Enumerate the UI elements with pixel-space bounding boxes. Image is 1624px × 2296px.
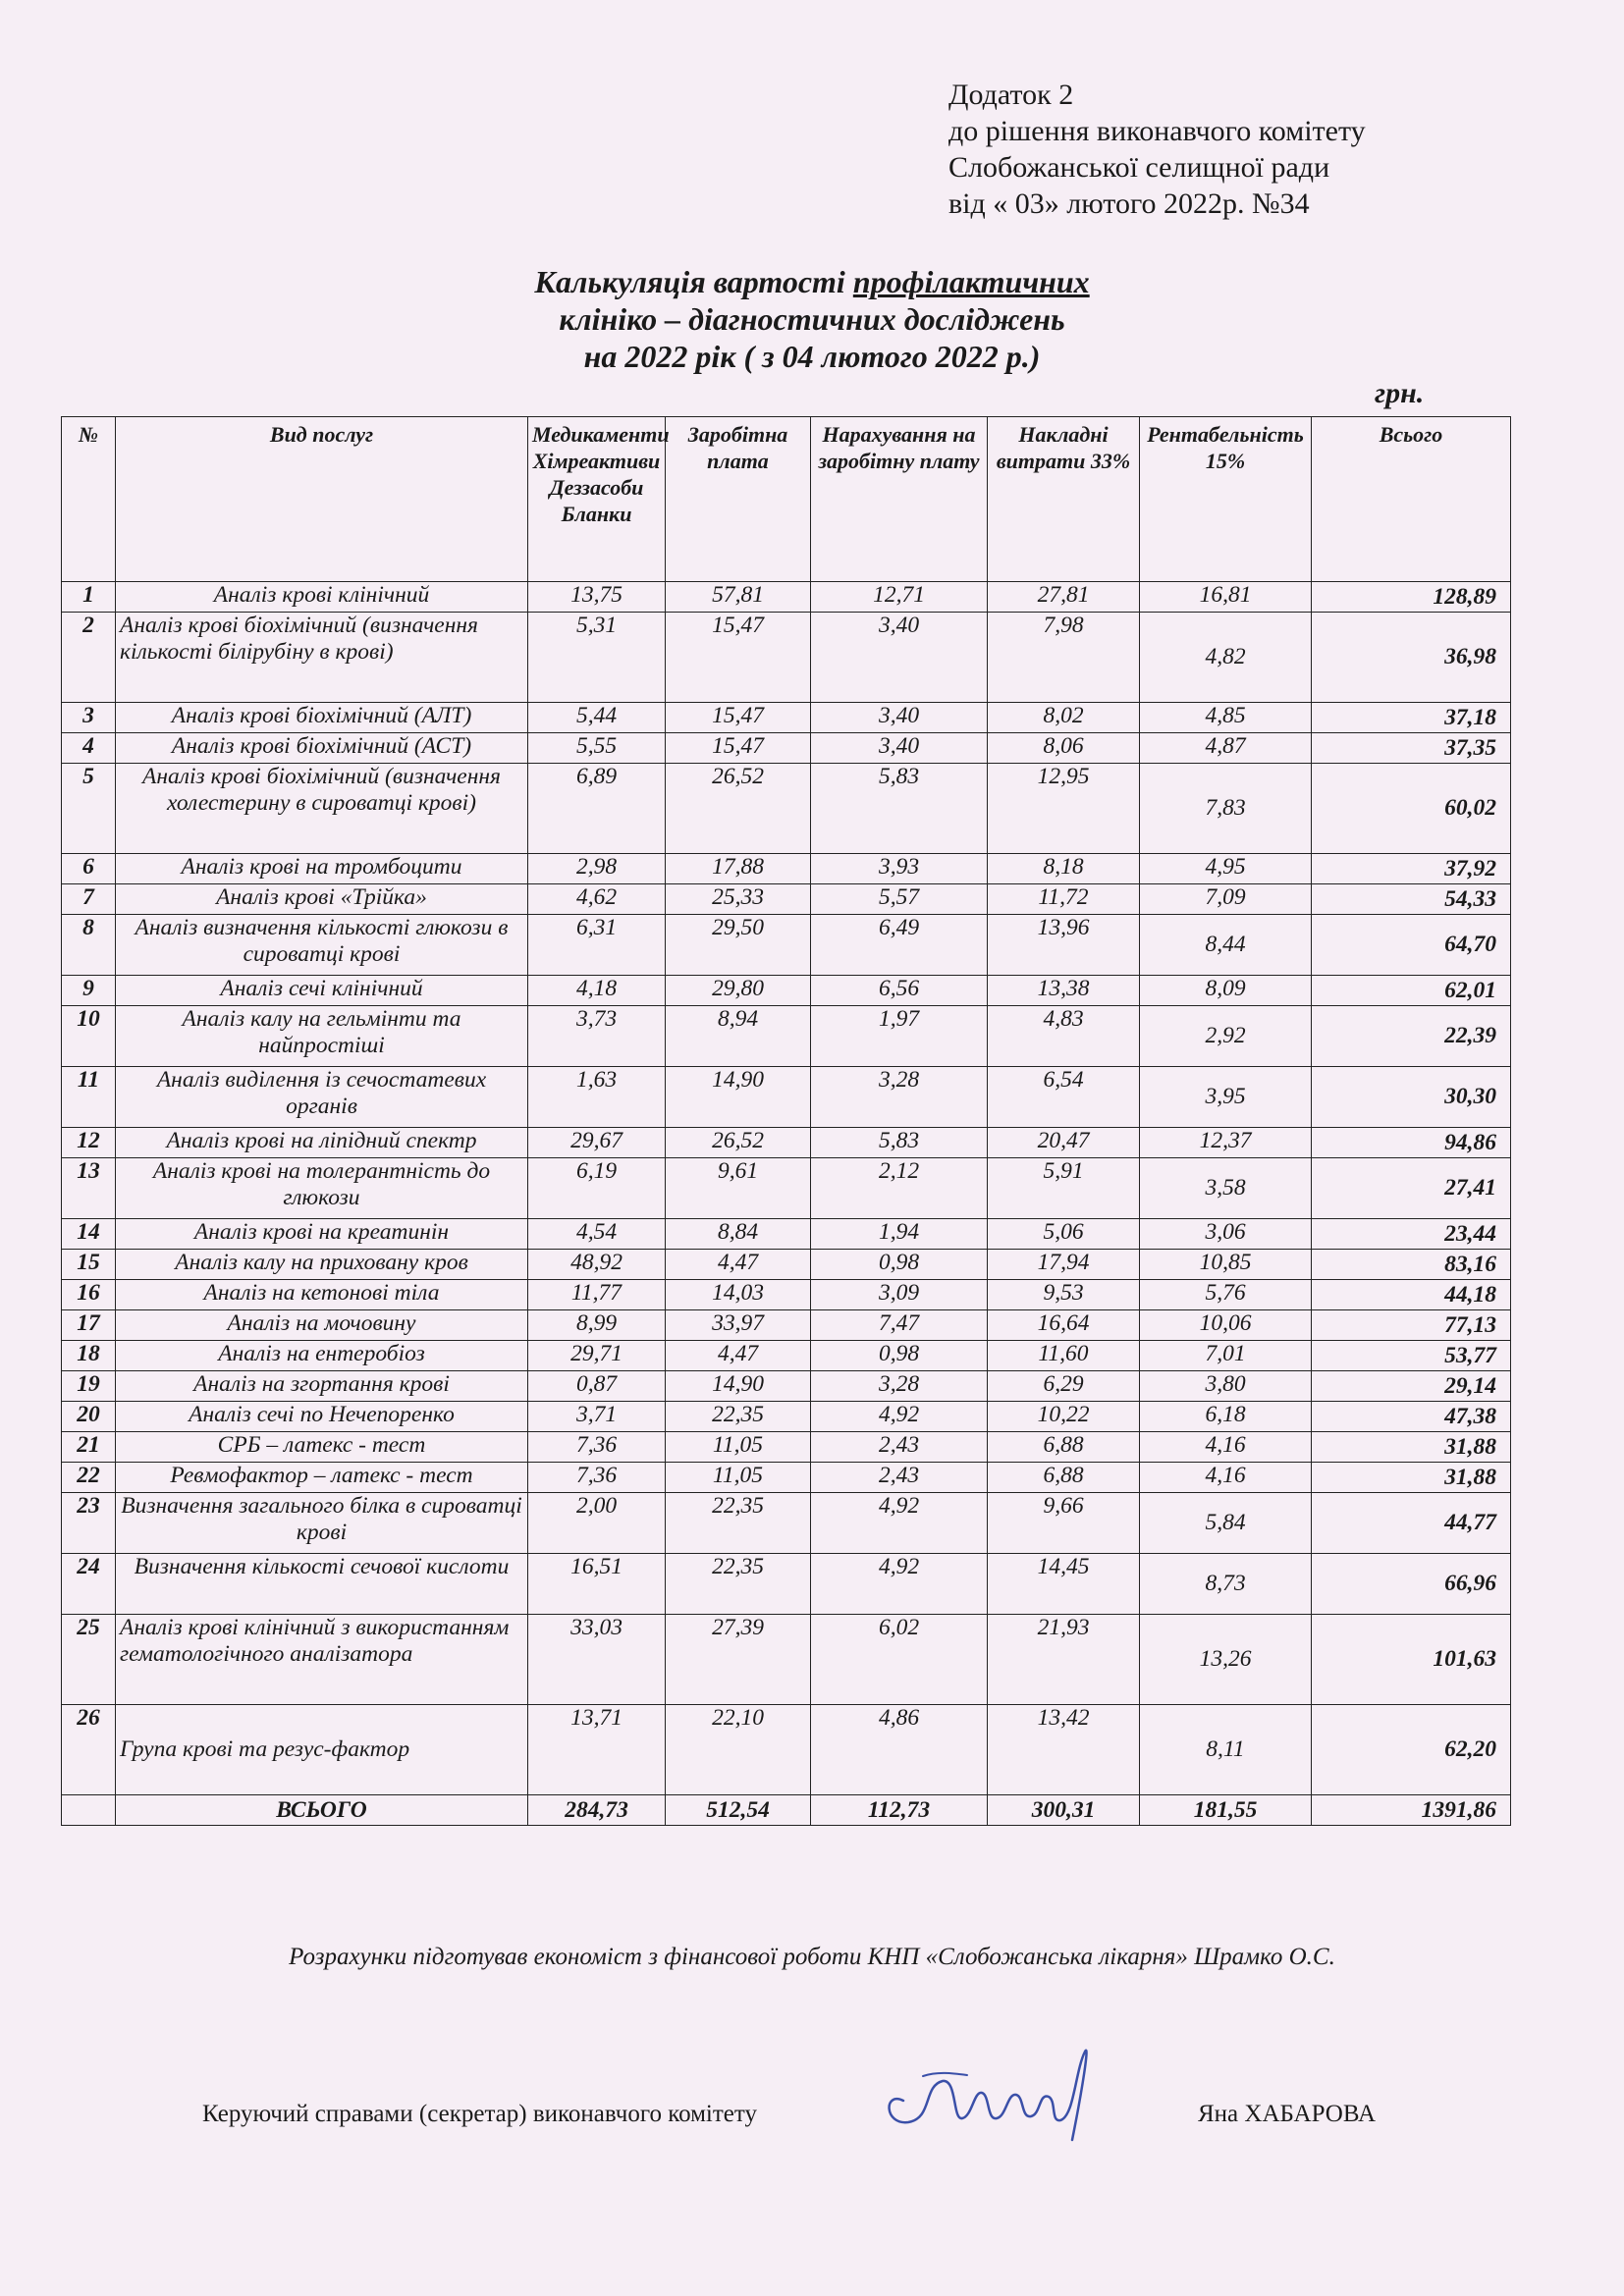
salary-value: 22,35 — [666, 1402, 811, 1432]
total-value: 37,92 — [1312, 854, 1511, 884]
cost-table — [61, 416, 1511, 1826]
header-no: № — [62, 417, 116, 582]
service-name: Визначення кількості сечової кислоти — [116, 1554, 528, 1615]
table-row — [62, 884, 1511, 915]
overhead-value: 13,42 — [988, 1705, 1140, 1795]
table-header-row — [62, 417, 1511, 582]
service-name: Аналіз сечі клінічний — [116, 976, 528, 1006]
annex-line-2: до рішення виконавчого комітету — [948, 115, 1366, 147]
table-row — [62, 1463, 1511, 1493]
profit-value: 2,92 — [1140, 1006, 1312, 1067]
table-row — [62, 1219, 1511, 1250]
meds-value: 33,03 — [528, 1615, 666, 1705]
total-value: 83,16 — [1312, 1250, 1511, 1280]
header-overhead: Накладні витрати 33% — [988, 417, 1140, 582]
row-number: 3 — [62, 703, 116, 733]
salary-value: 17,88 — [666, 854, 811, 884]
row-number: 5 — [62, 764, 116, 854]
salary-value: 4,47 — [666, 1341, 811, 1371]
totals-salary: 512,54 — [666, 1795, 811, 1826]
totals-label: ВСЬОГО — [116, 1795, 528, 1826]
profit-value: 8,09 — [1140, 976, 1312, 1006]
accruals-value: 2,43 — [811, 1463, 988, 1493]
profit-value: 8,44 — [1140, 915, 1312, 976]
service-name: Аналіз крові біохімічний (АЛТ) — [116, 703, 528, 733]
service-name: Аналіз крові клінічний — [116, 582, 528, 613]
profit-value: 7,01 — [1140, 1341, 1312, 1371]
profit-value: 3,80 — [1140, 1371, 1312, 1402]
overhead-value: 8,06 — [988, 733, 1140, 764]
service-name: Аналіз визначення кількості глюкози в сироватці крові — [116, 915, 528, 976]
service-name: Аналіз крові біохімічний (визначення кількості білірубіну в крові) — [116, 613, 528, 703]
accruals-value: 3,40 — [811, 733, 988, 764]
total-value: 128,89 — [1312, 582, 1511, 613]
table-row — [62, 1493, 1511, 1554]
total-value: 62,01 — [1312, 976, 1511, 1006]
meds-value: 13,71 — [528, 1705, 666, 1795]
row-number: 18 — [62, 1341, 116, 1371]
totals-profit: 181,55 — [1140, 1795, 1312, 1826]
salary-value: 25,33 — [666, 884, 811, 915]
header-meds: Медикаменти Хімреактиви Деззасоби Бланки — [528, 417, 666, 582]
profit-value: 8,73 — [1140, 1554, 1312, 1615]
service-name: Група крові та резус-фактор — [116, 1705, 528, 1795]
row-number: 9 — [62, 976, 116, 1006]
accruals-value: 2,12 — [811, 1158, 988, 1219]
total-value: 37,18 — [1312, 703, 1511, 733]
meds-value: 4,62 — [528, 884, 666, 915]
row-number: 8 — [62, 915, 116, 976]
service-name: Аналіз крові «Трійка» — [116, 884, 528, 915]
overhead-value: 16,64 — [988, 1310, 1140, 1341]
table-row — [62, 1006, 1511, 1067]
handwritten-signature — [864, 2032, 1119, 2150]
table-row — [62, 1310, 1511, 1341]
profit-value: 5,76 — [1140, 1280, 1312, 1310]
service-name: Аналіз на мочовину — [116, 1310, 528, 1341]
salary-value: 26,52 — [666, 764, 811, 854]
table-row — [62, 1250, 1511, 1280]
row-number: 22 — [62, 1463, 116, 1493]
signatory-name: Яна ХАБАРОВА — [1198, 2101, 1377, 2127]
table-row — [62, 1128, 1511, 1158]
total-value: 94,86 — [1312, 1128, 1511, 1158]
overhead-value: 4,83 — [988, 1006, 1140, 1067]
title-line-2: клініко – діагностичних досліджень — [559, 301, 1065, 337]
salary-value: 57,81 — [666, 582, 811, 613]
meds-value: 11,77 — [528, 1280, 666, 1310]
salary-value: 11,05 — [666, 1432, 811, 1463]
overhead-value: 9,53 — [988, 1280, 1140, 1310]
overhead-value: 14,45 — [988, 1554, 1140, 1615]
service-name: Аналіз на згортання крові — [116, 1371, 528, 1402]
row-number: 14 — [62, 1219, 116, 1250]
salary-value: 8,84 — [666, 1219, 811, 1250]
meds-value: 2,00 — [528, 1493, 666, 1554]
meds-value: 5,44 — [528, 703, 666, 733]
table-row — [62, 764, 1511, 854]
overhead-value: 10,22 — [988, 1402, 1140, 1432]
overhead-value: 21,93 — [988, 1615, 1140, 1705]
meds-value: 13,75 — [528, 582, 666, 613]
row-number: 24 — [62, 1554, 116, 1615]
accruals-value: 5,83 — [811, 1128, 988, 1158]
profit-value: 3,06 — [1140, 1219, 1312, 1250]
salary-value: 29,80 — [666, 976, 811, 1006]
header-service: Вид послуг — [116, 417, 528, 582]
overhead-value: 8,18 — [988, 854, 1140, 884]
overhead-value: 7,98 — [988, 613, 1140, 703]
salary-value: 33,97 — [666, 1310, 811, 1341]
service-name: Визначення загального білка в сироватці крові — [116, 1493, 528, 1554]
meds-value: 29,71 — [528, 1341, 666, 1371]
service-name: Аналіз крові на ліпідний спектр — [116, 1128, 528, 1158]
overhead-value: 13,96 — [988, 915, 1140, 976]
accruals-value: 4,92 — [811, 1493, 988, 1554]
profit-value: 4,87 — [1140, 733, 1312, 764]
profit-value: 4,85 — [1140, 703, 1312, 733]
salary-value: 11,05 — [666, 1463, 811, 1493]
meds-value: 6,89 — [528, 764, 666, 854]
annex-line-1: Додаток 2 — [948, 79, 1074, 111]
row-number: 21 — [62, 1432, 116, 1463]
table-row — [62, 854, 1511, 884]
table-row — [62, 1402, 1511, 1432]
row-number: 4 — [62, 733, 116, 764]
meds-value: 6,31 — [528, 915, 666, 976]
accruals-value: 0,98 — [811, 1250, 988, 1280]
header-total: Всього — [1312, 417, 1511, 582]
row-number: 11 — [62, 1067, 116, 1128]
total-value: 27,41 — [1312, 1158, 1511, 1219]
salary-value: 27,39 — [666, 1615, 811, 1705]
meds-value: 48,92 — [528, 1250, 666, 1280]
row-number: 6 — [62, 854, 116, 884]
service-name: Аналіз крові біохімічний (визначення холестерину в сироватці крові) — [116, 764, 528, 854]
total-value: 77,13 — [1312, 1310, 1511, 1341]
meds-value: 1,63 — [528, 1067, 666, 1128]
meds-value: 6,19 — [528, 1158, 666, 1219]
overhead-value: 12,95 — [988, 764, 1140, 854]
service-name: Аналіз виділення із сечостатевих органів — [116, 1067, 528, 1128]
salary-value: 22,10 — [666, 1705, 811, 1795]
currency-unit: грн. — [1375, 377, 1425, 409]
service-name: Ревмофактор – латекс - тест — [116, 1463, 528, 1493]
meds-value: 7,36 — [528, 1432, 666, 1463]
row-number: 23 — [62, 1493, 116, 1554]
title-line-1b: профілактичних — [852, 264, 1090, 299]
profit-value: 4,16 — [1140, 1432, 1312, 1463]
salary-value: 8,94 — [666, 1006, 811, 1067]
profit-value: 4,82 — [1140, 613, 1312, 703]
meds-value: 4,18 — [528, 976, 666, 1006]
overhead-value: 6,54 — [988, 1067, 1140, 1128]
table-row — [62, 733, 1511, 764]
table-row — [62, 1067, 1511, 1128]
total-value: 44,77 — [1312, 1493, 1511, 1554]
totals-row — [62, 1795, 1511, 1826]
table-row — [62, 1158, 1511, 1219]
service-name: СРБ – латекс - тест — [116, 1432, 528, 1463]
service-name: Аналіз крові на тромбоцити — [116, 854, 528, 884]
table-row — [62, 1280, 1511, 1310]
salary-value: 4,47 — [666, 1250, 811, 1280]
profit-value: 4,16 — [1140, 1463, 1312, 1493]
total-value: 30,30 — [1312, 1067, 1511, 1128]
meds-value: 5,31 — [528, 613, 666, 703]
row-number: 19 — [62, 1371, 116, 1402]
service-name: Аналіз калу на приховану кров — [116, 1250, 528, 1280]
profit-value: 6,18 — [1140, 1402, 1312, 1432]
header-profit: Рентабельність 15% — [1140, 417, 1312, 582]
title-line-1a: Калькуляція вартості — [534, 264, 853, 299]
service-name: Аналіз крові біохімічний (АСТ) — [116, 733, 528, 764]
salary-value: 14,03 — [666, 1280, 811, 1310]
accruals-value: 3,28 — [811, 1067, 988, 1128]
overhead-value: 8,02 — [988, 703, 1140, 733]
salary-value: 15,47 — [666, 733, 811, 764]
profit-value: 10,85 — [1140, 1250, 1312, 1280]
accruals-value: 4,92 — [811, 1554, 988, 1615]
table-row — [62, 582, 1511, 613]
row-number: 25 — [62, 1615, 116, 1705]
table-row — [62, 1432, 1511, 1463]
overhead-value: 17,94 — [988, 1250, 1140, 1280]
total-value: 62,20 — [1312, 1705, 1511, 1795]
service-name: Аналіз сечі по Нечепоренко — [116, 1402, 528, 1432]
table-body — [62, 582, 1511, 1795]
title-line-3: на 2022 рік ( з 04 лютого 2022 р.) — [583, 339, 1041, 374]
total-value: 60,02 — [1312, 764, 1511, 854]
table-row — [62, 1554, 1511, 1615]
profit-value: 3,95 — [1140, 1067, 1312, 1128]
overhead-value: 5,06 — [988, 1219, 1140, 1250]
profit-value: 12,37 — [1140, 1128, 1312, 1158]
table-row — [62, 703, 1511, 733]
salary-value: 22,35 — [666, 1554, 811, 1615]
totals-no-cell — [62, 1795, 116, 1826]
profit-value: 4,95 — [1140, 854, 1312, 884]
total-value: 101,63 — [1312, 1615, 1511, 1705]
row-number: 17 — [62, 1310, 116, 1341]
accruals-value: 2,43 — [811, 1432, 988, 1463]
totals-total: 1391,86 — [1312, 1795, 1511, 1826]
accruals-value: 5,83 — [811, 764, 988, 854]
total-value: 44,18 — [1312, 1280, 1511, 1310]
meds-value: 3,71 — [528, 1402, 666, 1432]
meds-value: 5,55 — [528, 733, 666, 764]
profit-value: 10,06 — [1140, 1310, 1312, 1341]
meds-value: 2,98 — [528, 854, 666, 884]
row-number: 26 — [62, 1705, 116, 1795]
meds-value: 8,99 — [528, 1310, 666, 1341]
profit-value: 7,09 — [1140, 884, 1312, 915]
accruals-value: 6,02 — [811, 1615, 988, 1705]
meds-value: 0,87 — [528, 1371, 666, 1402]
meds-value: 7,36 — [528, 1463, 666, 1493]
total-value: 22,39 — [1312, 1006, 1511, 1067]
accruals-value: 1,94 — [811, 1219, 988, 1250]
service-name: Аналіз крові клінічний з використанням гематологічного аналізатора — [116, 1615, 528, 1705]
profit-value: 13,26 — [1140, 1615, 1312, 1705]
overhead-value: 6,88 — [988, 1463, 1140, 1493]
accruals-value: 4,86 — [811, 1705, 988, 1795]
total-value: 53,77 — [1312, 1341, 1511, 1371]
profit-value: 8,11 — [1140, 1705, 1312, 1795]
row-number: 10 — [62, 1006, 116, 1067]
service-name: Аналіз на кетонові тіла — [116, 1280, 528, 1310]
annex-line-3: Слобожанської селищної ради — [948, 151, 1330, 184]
total-value: 31,88 — [1312, 1432, 1511, 1463]
profit-value: 7,83 — [1140, 764, 1312, 854]
row-number: 20 — [62, 1402, 116, 1432]
overhead-value: 6,29 — [988, 1371, 1140, 1402]
header-salary: Заробітна плата — [666, 417, 811, 582]
annex-line-4: від « 03» лютого 2022р. №34 — [948, 187, 1310, 220]
table-row — [62, 1615, 1511, 1705]
accruals-value: 6,56 — [811, 976, 988, 1006]
row-number: 16 — [62, 1280, 116, 1310]
meds-value: 16,51 — [528, 1554, 666, 1615]
totals-overhead: 300,31 — [988, 1795, 1140, 1826]
accruals-value: 3,93 — [811, 854, 988, 884]
table-row — [62, 613, 1511, 703]
overhead-value: 11,60 — [988, 1341, 1140, 1371]
totals-meds: 284,73 — [528, 1795, 666, 1826]
total-value: 64,70 — [1312, 915, 1511, 976]
table-row — [62, 976, 1511, 1006]
row-number: 2 — [62, 613, 116, 703]
overhead-value: 11,72 — [988, 884, 1140, 915]
prepared-by-note: Розрахунки підготував економіст з фінансової роботи КНП «Слобожанська лікарня» Шрамко О.С. — [289, 1944, 1335, 1970]
accruals-value: 3,40 — [811, 703, 988, 733]
document-title — [0, 263, 1624, 375]
totals-accruals: 112,73 — [811, 1795, 988, 1826]
row-number: 7 — [62, 884, 116, 915]
meds-value: 29,67 — [528, 1128, 666, 1158]
table-row — [62, 1371, 1511, 1402]
salary-value: 29,50 — [666, 915, 811, 976]
overhead-value: 6,88 — [988, 1432, 1140, 1463]
service-name: Аналіз калу на гельмінти та найпростіші — [116, 1006, 528, 1067]
overhead-value: 5,91 — [988, 1158, 1140, 1219]
salary-value: 15,47 — [666, 703, 811, 733]
accruals-value: 3,28 — [811, 1371, 988, 1402]
service-name: Аналіз крові на креатинін — [116, 1219, 528, 1250]
salary-value: 15,47 — [666, 613, 811, 703]
overhead-value: 9,66 — [988, 1493, 1140, 1554]
accruals-value: 7,47 — [811, 1310, 988, 1341]
meds-value: 3,73 — [528, 1006, 666, 1067]
accruals-value: 4,92 — [811, 1402, 988, 1432]
total-value: 47,38 — [1312, 1402, 1511, 1432]
row-number: 1 — [62, 582, 116, 613]
accruals-value: 5,57 — [811, 884, 988, 915]
total-value: 29,14 — [1312, 1371, 1511, 1402]
total-value: 23,44 — [1312, 1219, 1511, 1250]
salary-value: 14,90 — [666, 1067, 811, 1128]
salary-value: 9,61 — [666, 1158, 811, 1219]
table-row — [62, 1341, 1511, 1371]
row-number: 12 — [62, 1128, 116, 1158]
total-value: 54,33 — [1312, 884, 1511, 915]
overhead-value: 13,38 — [988, 976, 1140, 1006]
salary-value: 14,90 — [666, 1371, 811, 1402]
profit-value: 16,81 — [1140, 582, 1312, 613]
total-value: 31,88 — [1312, 1463, 1511, 1493]
accruals-value: 3,09 — [811, 1280, 988, 1310]
table-row — [62, 915, 1511, 976]
overhead-value: 27,81 — [988, 582, 1140, 613]
service-name: Аналіз на ентеробіоз — [116, 1341, 528, 1371]
service-name: Аналіз крові на толерантність до глюкози — [116, 1158, 528, 1219]
signatory-position: Керуючий справами (секретар) виконавчого комітету — [202, 2101, 757, 2127]
accruals-value: 6,49 — [811, 915, 988, 976]
accruals-value: 0,98 — [811, 1341, 988, 1371]
accruals-value: 1,97 — [811, 1006, 988, 1067]
total-value: 66,96 — [1312, 1554, 1511, 1615]
overhead-value: 20,47 — [988, 1128, 1140, 1158]
annex-block — [948, 77, 1366, 222]
row-number: 15 — [62, 1250, 116, 1280]
header-accruals: Нарахування на заробітну плату — [811, 417, 988, 582]
total-value: 36,98 — [1312, 613, 1511, 703]
row-number: 13 — [62, 1158, 116, 1219]
salary-value: 26,52 — [666, 1128, 811, 1158]
salary-value: 22,35 — [666, 1493, 811, 1554]
total-value: 37,35 — [1312, 733, 1511, 764]
meds-value: 4,54 — [528, 1219, 666, 1250]
profit-value: 5,84 — [1140, 1493, 1312, 1554]
accruals-value: 3,40 — [811, 613, 988, 703]
accruals-value: 12,71 — [811, 582, 988, 613]
profit-value: 3,58 — [1140, 1158, 1312, 1219]
table-row — [62, 1705, 1511, 1795]
